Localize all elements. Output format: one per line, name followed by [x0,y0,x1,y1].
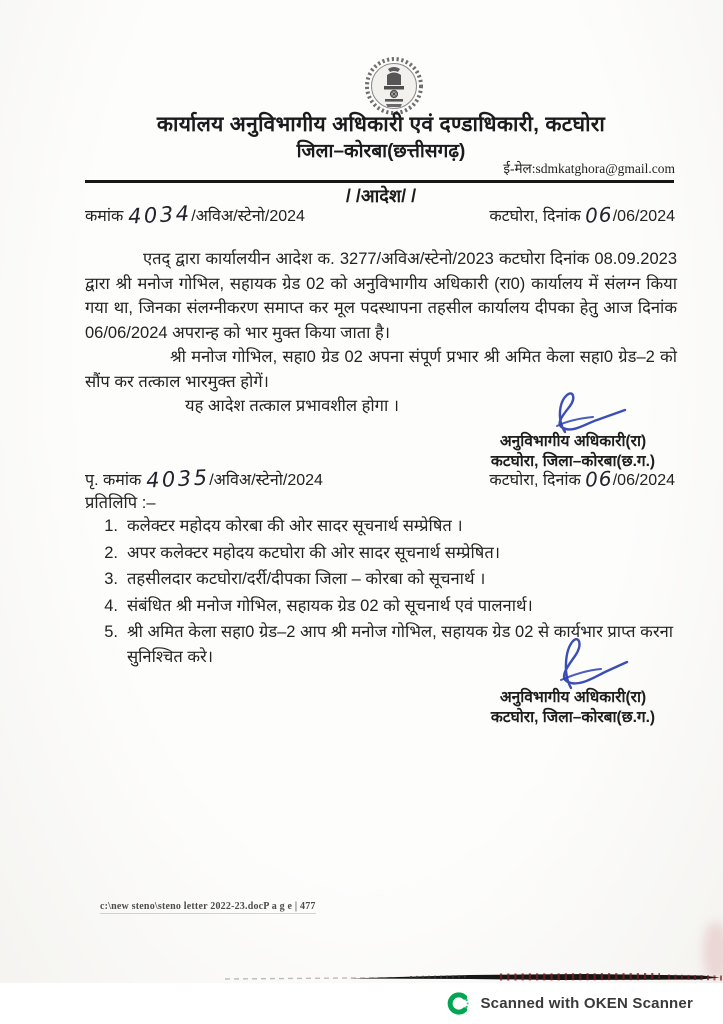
copy-item-1 [100,514,678,539]
copy-to-label: प्रतिलिपि :– [85,494,156,512]
endorsement-place-date-label: कटघोरा, दिनांक [489,472,581,489]
signature-scribble-icon [513,390,633,436]
signatory-address: कटघोरा, जिला–कोरबा(छ.ग.) [490,709,656,726]
signatory-designation: अनुविभागीय अधिकारी(रा) [499,433,647,450]
endorsement-suffix: /अविअ/स्टेनो/2024 [209,472,323,489]
copy-item-2 [100,541,678,566]
copy-item-number: 3. [104,570,118,588]
endorsement-prefix: पृ. कमांक [85,472,142,489]
file-path-footer: c:\new steno\steno letter 2022-23.docP a g e | 477 [100,901,316,912]
endorsement-printed-date: /06/2024 [612,472,675,489]
copy-item-4 [100,594,678,619]
copy-item-number: 4. [104,596,118,615]
order-title: / /आदेश/ / [345,186,417,206]
signature-scribble-icon [513,636,633,692]
signatory-address: कटघोरा, जिला–कोरबा(छ.ग.) [490,453,656,470]
signature-block-1 [462,390,684,472]
scanner-credit-bar [0,983,723,1024]
endorsement-place-date [489,466,677,490]
office-name: कार्यालय अनुविभागीय अधिकारी एवं दण्डाधिकारी, कटघोरा [156,113,606,136]
copy-item-number: 2. [104,543,118,562]
printed-date: /06/2024 [612,208,675,225]
signature-block-2 [462,636,684,728]
handwritten-endorsement-number: 4035 [145,465,210,493]
place-date [489,202,677,226]
copy-item-number: 1. [104,517,118,535]
copy-item-text: श्री अमित केला सहा0 ग्रेड–2 आप श्री मनोज गोभिल, सहायक ग्रेड 02 से कार्यभार प्राप्त करना सुनिश्चित करे। [127,623,674,666]
oken-scanner-logo-icon [447,992,470,1015]
header-divider [85,180,674,183]
handwritten-ref-number: 4034 [127,201,192,229]
copy-item-3 [100,567,678,592]
copy-item-text: अपर कलेक्टर महोदय कटघोरा की ओर सादर सूचनार्थ सम्प्रेषित। [127,543,500,562]
copy-item-text: कलेक्टर महोदय कोरबा की ओर सादर सूचनार्थ सम्प्रेषित । [127,517,463,535]
handwritten-date: 06 [584,202,614,228]
reference-row [85,201,677,229]
copy-item-number: 5. [104,623,118,641]
reference-prefix: कमांक [85,208,124,225]
ashoka-emblem-icon [358,55,430,117]
reference-suffix: /अविअ/स्टेनो/2024 [191,208,305,225]
body-paragraph-3: यह आदेश तत्काल प्रभावशील होगा । [185,397,400,415]
copy-item-text: तहसीलदार कटघोरा/दर्री/दीपका जिला – कोरबा को सूचनार्थ । [127,570,486,588]
endorsement-number [85,465,323,493]
email-address: ई-मेल:sdmkatghora@gmail.com [503,161,675,176]
place-date-label: कटघोरा, दिनांक [489,208,581,225]
body-paragraph-1: एतद् द्वारा कार्यालयीन आदेश क. 3277/अविअ/स्टेनो/2023 कटघोरा दिनांक 08.09.2023 द्वारा श्री मनोज गोभिल, सहायक ग्रेड 02 को अनुविभागीय अधिकारी (रा0) कार्यालय में संलग्न किया गया था, जिनका संलग्नीकरण समाप्त कर मूल पदस्थापना तहसील कार्यालय दीपका हेतु आज दिनांक 06/06/2024 अपरान्ह को भार मुक्त किया जाता है। [85,250,677,342]
endorsement-row [85,465,677,493]
body-paragraph-2: श्री मनोज गोभिल, सहा0 ग्रेड 02 अपना संपूर्ण प्रभार श्री अमित केला सहा0 ग्रेड–2 को सौंप कर तत्काल भारमुक्त होगें। [85,348,677,391]
reference-number [85,201,305,229]
handwritten-endorsement-date: 06 [584,466,614,492]
signatory-designation: अनुविभागीय अधिकारी(रा) [499,689,647,706]
copy-item-text: संबंधित श्री मनोज गोभिल, सहायक ग्रेड 02 को सूचनार्थ एवं पालनार्थ। [127,596,533,615]
scanner-credit-text: Scanned with OKEN Scanner [480,995,693,1012]
district-line: जिला–कोरबा(छत्तीसगढ़) [296,141,466,162]
